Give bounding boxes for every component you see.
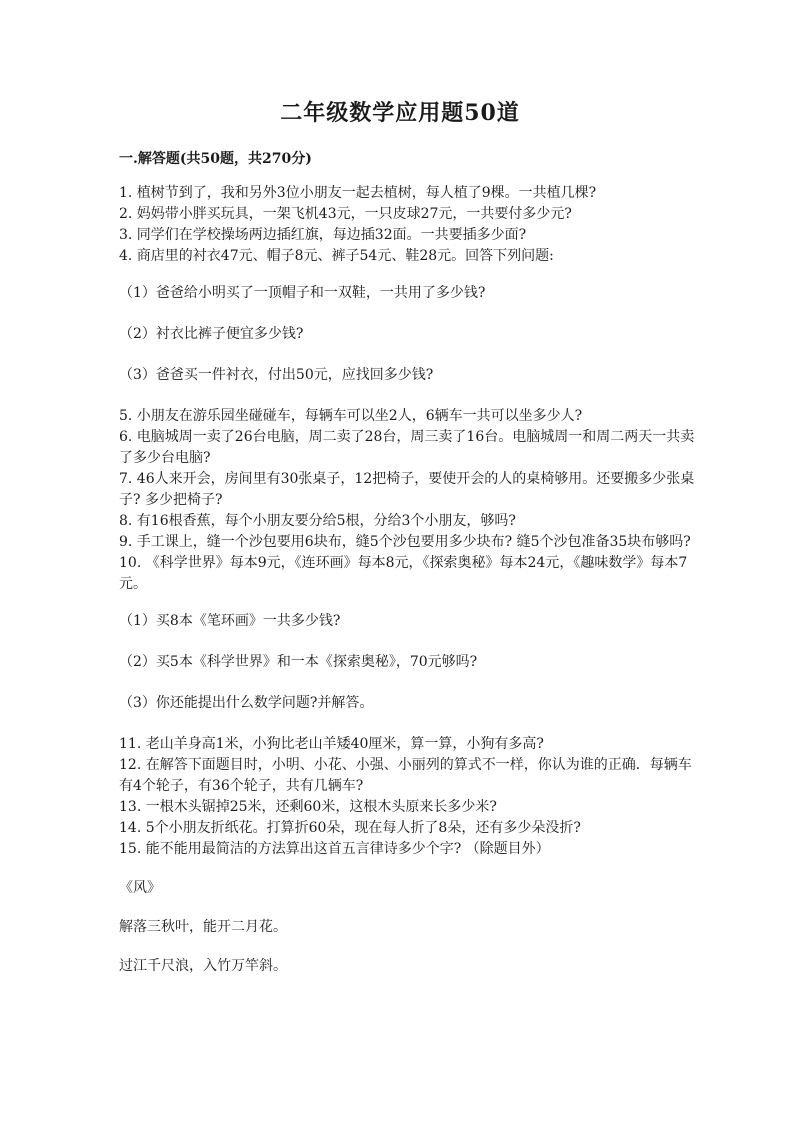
question-item: 14. 5个小朋友折纸花。打算折60朵，现在每人折了8朵，还有多少朵没折?: [119, 820, 581, 836]
question-item: 12. 在解答下面题目时，小明、小花、小强、小丽列的算式不一样，你认为谁的正确．每辆车有4个轮子，有36个轮子，共有几辆车?: [119, 757, 692, 794]
question-item: 4. 商店里的衬衣47元、帽子8元、裤子54元、鞋28元。回答下列问题:: [119, 248, 554, 264]
page-title: 二年级数学应用题50道: [280, 100, 520, 126]
question-item: 11. 老山羊身高1米，小狗比老山羊矮40厘米，算一算，小狗有多高?: [119, 736, 544, 752]
question-item: 7. 46人来开会，房间里有30张桌子，12把椅子，要使开会的人的桌椅够用。还要搬多少张桌子? 多少把椅子?: [119, 471, 695, 508]
sub-question-item: （2）买5本《科学世界》和一本《探索奥秘》，70元够吗?: [119, 654, 478, 670]
question-item: 9. 手工课上，缝一个沙包要用6块布，缝5个沙包要用多少块布? 缝5个沙包准备35块布够吗?: [119, 534, 691, 550]
question-item: 15. 能不能用最简洁的方法算出这首五言律诗多少个字? （除题目外）: [119, 841, 550, 857]
poem-line: 过江千尺浪，入竹万竿斜。: [119, 958, 287, 974]
poem-title: 《风》: [119, 880, 161, 896]
sub-question-item: （2）衬衣比裤子便宜多少钱?: [119, 326, 304, 342]
question-item: 6. 电脑城周一卖了26台电脑，周二卖了28台，周三卖了16台。电脑城周一和周二两天一共卖了多少台电脑?: [119, 429, 695, 466]
sub-question-item: （3）爸爸买一件衬衣，付出50元，应找回多少钱?: [119, 367, 434, 383]
section-heading: 一.解答题(共50题，共270分): [119, 151, 312, 167]
sub-question-item: （1）爸爸给小明买了一顶帽子和一双鞋，一共用了多少钱?: [119, 285, 486, 301]
question-item: 3. 同学们在学校操场两边插红旗，每边插32面。一共要插多少面?: [119, 227, 527, 243]
question-item: 13. 一根木头锯掉25米，还剩60米，这根木头原来长多少米?: [119, 799, 497, 815]
sub-question-item: （1）买8本《笔环画》一共多少钱?: [119, 613, 341, 629]
poem-line: 解落三秋叶，能开二月花。: [119, 919, 287, 935]
questions-content: [119, 183, 699, 977]
question-item: 8. 有16根香蕉，每个小朋友要分给5根，分给3个小朋友，够吗?: [119, 513, 516, 529]
question-item: 2. 妈妈带小胖买玩具，一架飞机43元，一只皮球27元，一共要付多少元?: [119, 206, 572, 222]
question-item: 1. 植树节到了，我和另外3位小朋友一起去植树，每人植了9棵。一共植几棵?: [119, 185, 597, 201]
question-item: 5. 小朋友在游乐园坐碰碰车，每辆车可以坐2人，6辆车一共可以坐多少人?: [119, 408, 583, 424]
question-item: 10. 《科学世界》每本9元，《连环画》每本8元，《探索奥秘》每本24元，《趣味数学》每本7元。: [119, 555, 688, 592]
sub-question-item: （3）你还能提出什么数学问题?并解答。: [119, 695, 374, 711]
